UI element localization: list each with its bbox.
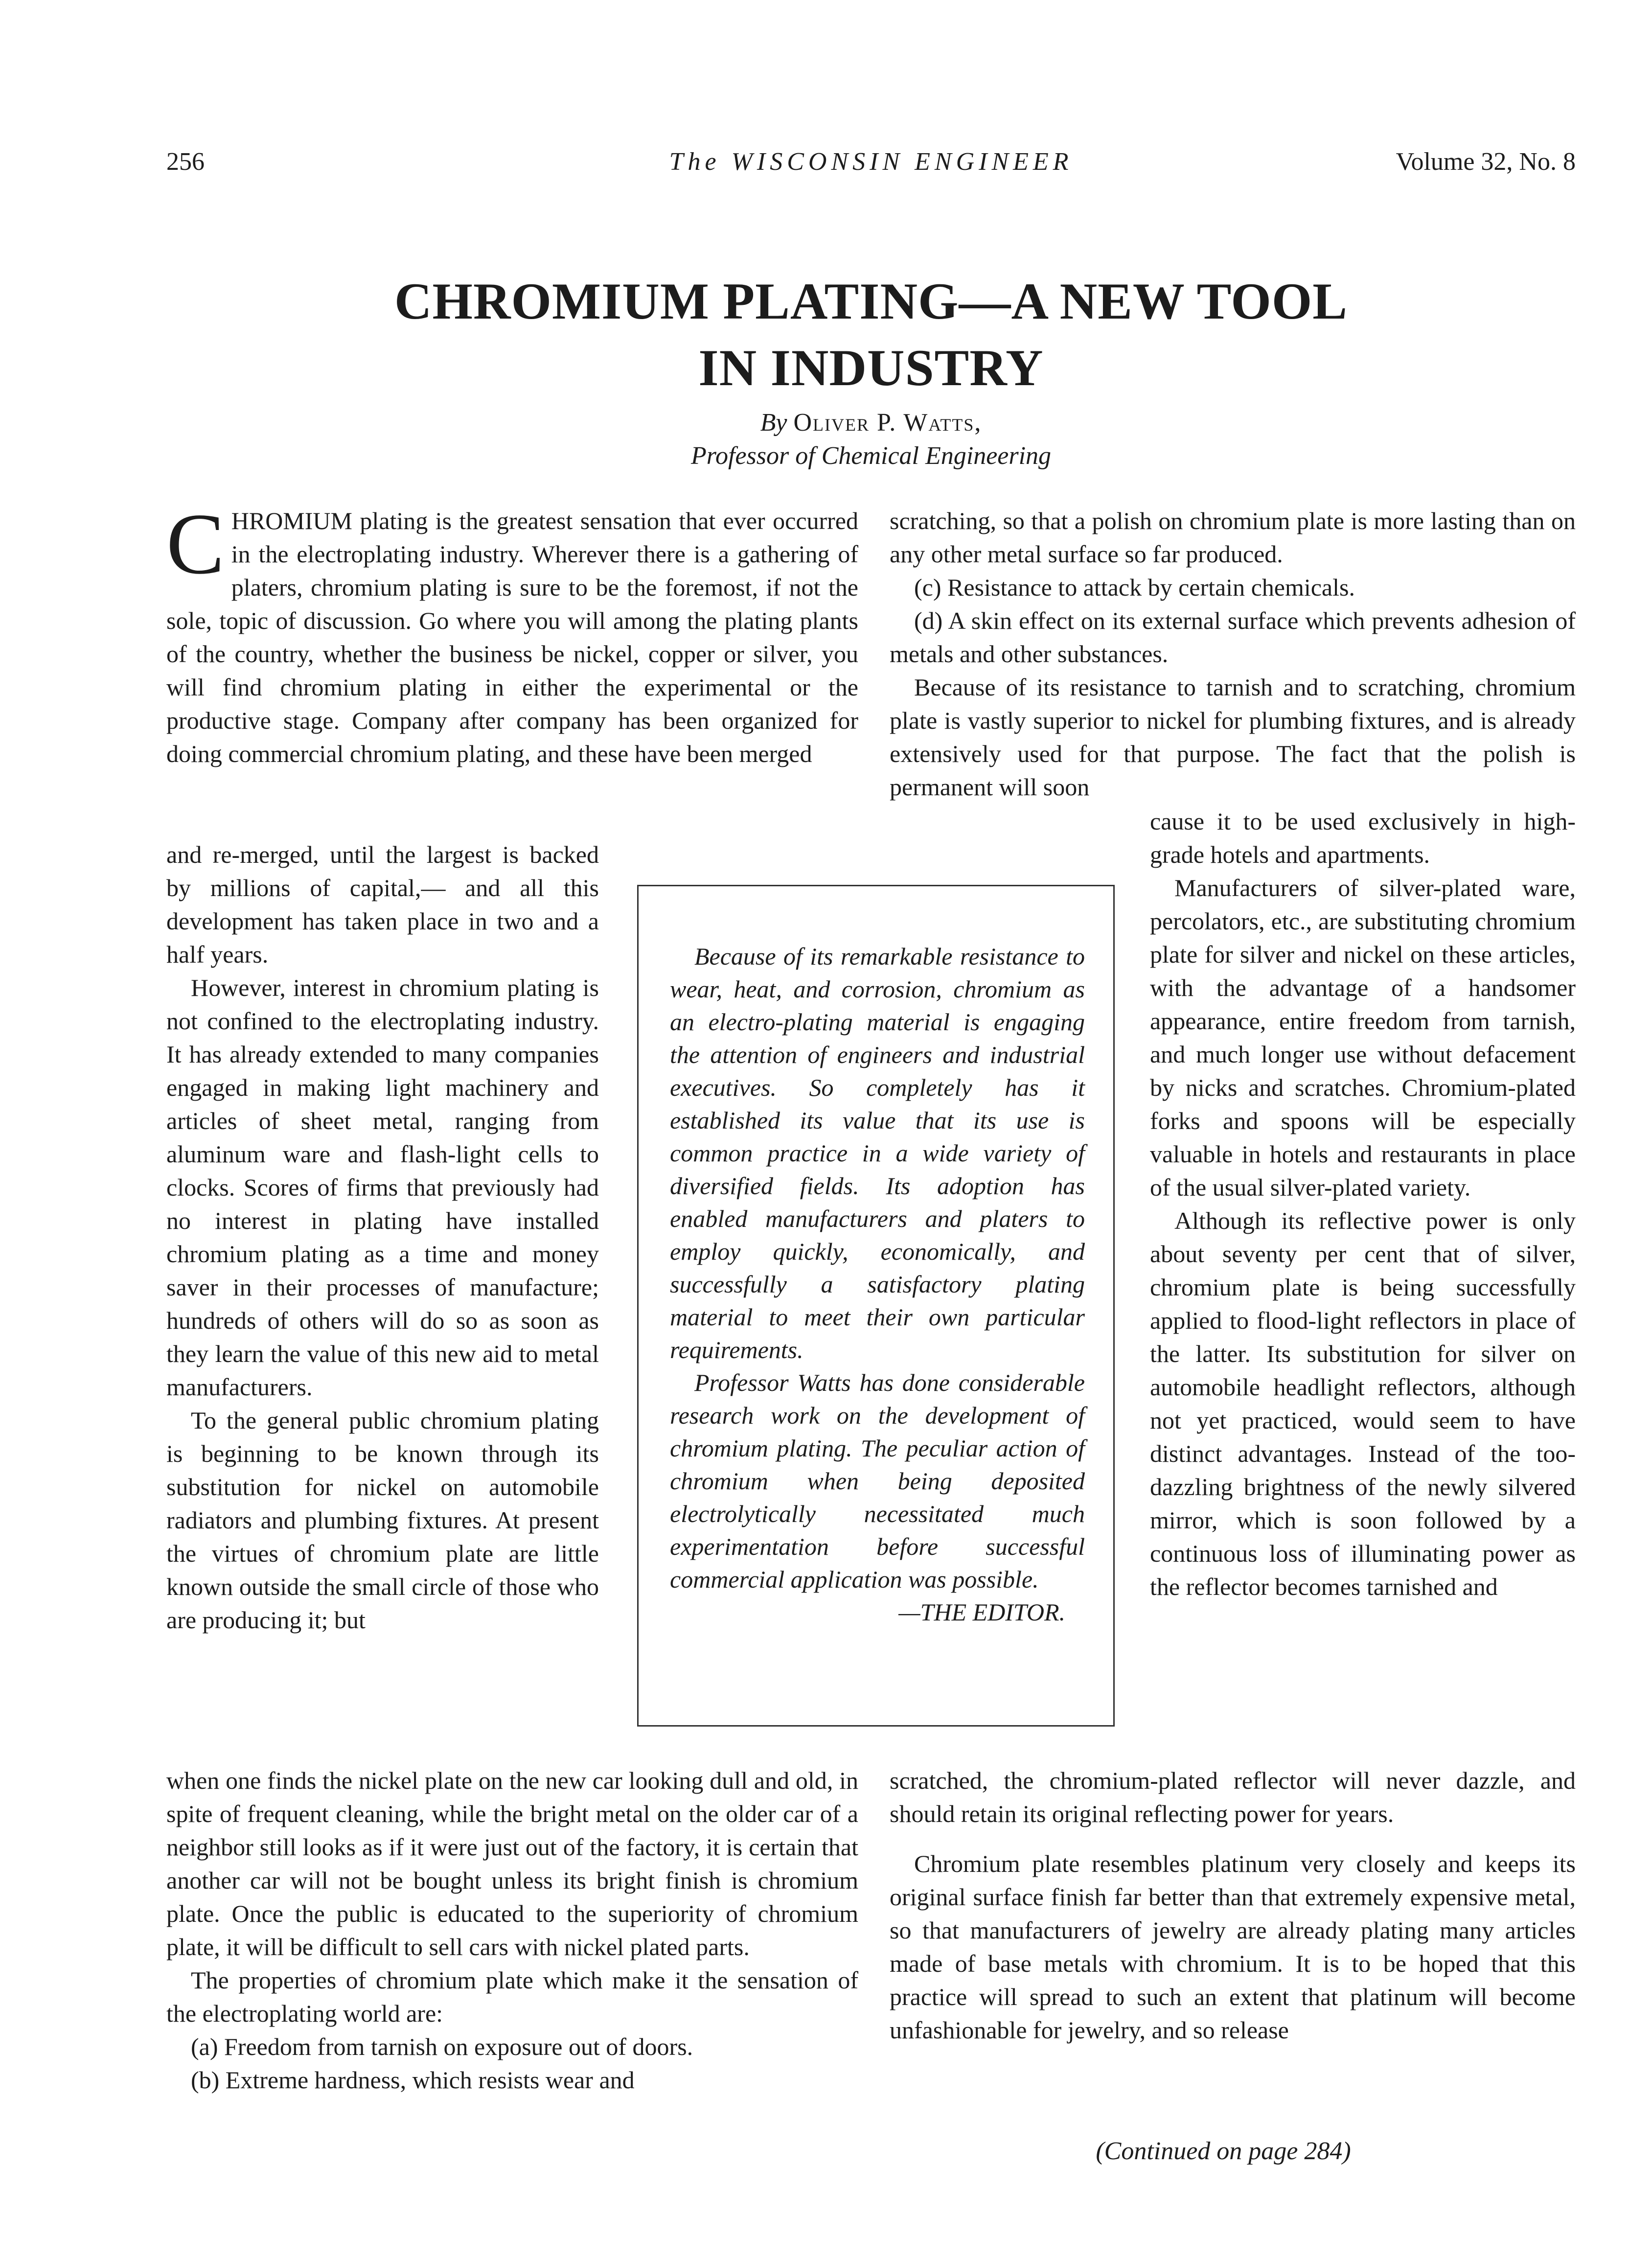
- title-line-2: IN INDUSTRY: [698, 339, 1044, 396]
- right-paragraph-3: Manufacturers of silver-plated ware, percolators, etc., are substituting chromium plate for silver and nickel on these articles, with the advantage of a handsomer appearance, entire freedom from tarnish, and much longer use without defacement by nicks and scratches. Chromium-plated forks and spoons will be especially valuable in hotels and restaurants in place of the usual silver-plated variety.: [1150, 874, 1576, 1201]
- running-head: [166, 145, 1576, 179]
- continued-note: (Continued on page 284): [1096, 2137, 1351, 2165]
- left-column-bottom: [166, 1764, 858, 2097]
- right-paragraph-4-wide: scratched, the chromium-plated reflector will never dazzle, and should retain its original reflecting power for years.: [890, 1767, 1576, 1827]
- article-title: [166, 268, 1576, 401]
- left-paragraph-1: CHROMIUM plating is the greatest sensation that ever occurred in the electroplating industry. Wherever there is a gathering of platers, chromium plating is sure to be the foremost, if not the sole, topic of discussion. Go where you will among the plating plants of the country, whether the business be nickel, copper or silver, you will find chromium plating in either the experimental or the productive stage. Company after company has been organized for doing commercial chromium plating, and these have been merged: [166, 495, 858, 767]
- editor-note-paragraph-2: Professor Watts has done considerable research work on the development of chromium plating. The peculiar action of chromium when being deposited electrolytically necessitated much experimentation before successful commercial application was possible.: [670, 1369, 1085, 1593]
- left-column-top: [166, 495, 858, 770]
- left-column-narrow: [166, 838, 599, 1637]
- editor-note-box: [637, 885, 1115, 1727]
- right-paragraph-5: Chromium plate resembles platinum very closely and keeps its original surface finish far better than that extremely expensive metal, so that manufacturers of jewelry are already plating many articles made of base metals with chromium. It is to be hoped that this practice will spread to such an extent that platinum will become unfashionable for jewelry, and so release: [890, 1850, 1576, 2044]
- editor-note-text: [670, 940, 1085, 1629]
- byline-by: By: [760, 409, 787, 437]
- property-item-b: (b) Extreme hardness, which resists wear and: [191, 2066, 635, 2094]
- title-line-1: CHROMIUM PLATING—A NEW TOOL: [394, 273, 1348, 330]
- left-paragraph-3-narrow: To the general public chromium plating is beginning to be known through its substitution for nickel on automobile radiators and plumbing fixtures. At present the virtues of chromium plate are little known outside the small circle of those who are producing it; but: [166, 1407, 599, 1634]
- left-paragraph-1-cont: and re-merged, until the largest is backed by millions of capital,— and all this development has taken place in two and a half years.: [166, 841, 599, 968]
- volume-issue: Volume 32, No. 8: [1396, 148, 1576, 176]
- right-column-bottom: [890, 1764, 1576, 2047]
- journal-title: The WISCONSIN ENGINEER: [669, 148, 1073, 176]
- right-paragraph-2-wide: Because of its resistance to tarnish and to scratching, chromium plate is vastly superior to nickel for plumbing fixtures, and is already extensively used for that purpose. The fact that the polish is permanent will soon: [890, 673, 1576, 801]
- right-paragraph-4-narrow: Although its reflective power is only about seventy per cent that of silver, chromium plate is being successfully applied to flood-light reflectors in place of the latter. Its substitution for silver on automobile headlight reflectors, although not yet practiced, would seem to have distinct advantages. Instead of the too-dazzling brightness of the newly silvered mirror, which is soon followed by a continuous loss of illuminating power as the reflector becomes tarnished and: [1150, 1207, 1576, 1600]
- left-paragraph-4: The properties of chromium plate which make it the sensation of the electroplating world are:: [166, 1966, 858, 2027]
- page-number: 256: [166, 148, 205, 176]
- property-item-a: (a) Freedom from tarnish on exposure out of doors.: [191, 2033, 693, 2060]
- editor-note-paragraph-1: Because of its remarkable resistance to wear, heat, and corrosion, chromium as an electro-plating material is engaging the attention of engineers and industrial executives. So completely has it established its value that its use is common practice in a wide variety of diversified fields. Its adoption has enabled manufacturers and platers to employ quickly, economically, and successfully a satisfactory plating material to meet their own particular requirements.: [670, 943, 1085, 1363]
- left-paragraph-2: However, interest in chromium plating is not confined to the electroplating industry. It has already extended to many companies engaged in making light machinery and articles of sheet metal, ranging from aluminum ware and flash-light cells to clocks. Scores of firms that previously had no interest in plating have installed chromium plating as a time and money saver in their processes of manufacture; hundreds of others will do so as soon as they learn the value of this new aid to metal manufacturers.: [166, 974, 599, 1401]
- author-role: Professor of Chemical Engineering: [690, 442, 1052, 470]
- right-column-narrow: [1150, 805, 1576, 1603]
- left-paragraph-3-wide: when one finds the nickel plate on the new car looking dull and old, in spite of frequent cleaning, while the bright metal on the older car of a neighbor still looks as if it were just out of the factory, it is certain that another car will not be bought unless its bright finish is chromium plate. Once the public is educated to the superiority of chromium plate, it will be difficult to sell cars with nickel plated parts.: [166, 1767, 858, 1961]
- property-item-c: (c) Resistance to attack by certain chemicals.: [914, 574, 1355, 601]
- property-item-d: (d) A skin effect on its external surface which prevents adhesion of metals and other substances.: [890, 607, 1576, 668]
- author-name: Oliver P. Watts,: [793, 409, 982, 437]
- right-paragraph-1-cont: scratching, so that a polish on chromium plate is more lasting than on any other metal surface so far produced.: [890, 507, 1576, 568]
- right-paragraph-2-narrow: cause it to be used exclusively in high-grade hotels and apartments.: [1150, 808, 1576, 868]
- byline: [166, 406, 1576, 473]
- right-column-top: [890, 504, 1576, 804]
- editor-signature: —THE EDITOR.: [898, 1598, 1065, 1626]
- drop-cap: C: [166, 495, 225, 592]
